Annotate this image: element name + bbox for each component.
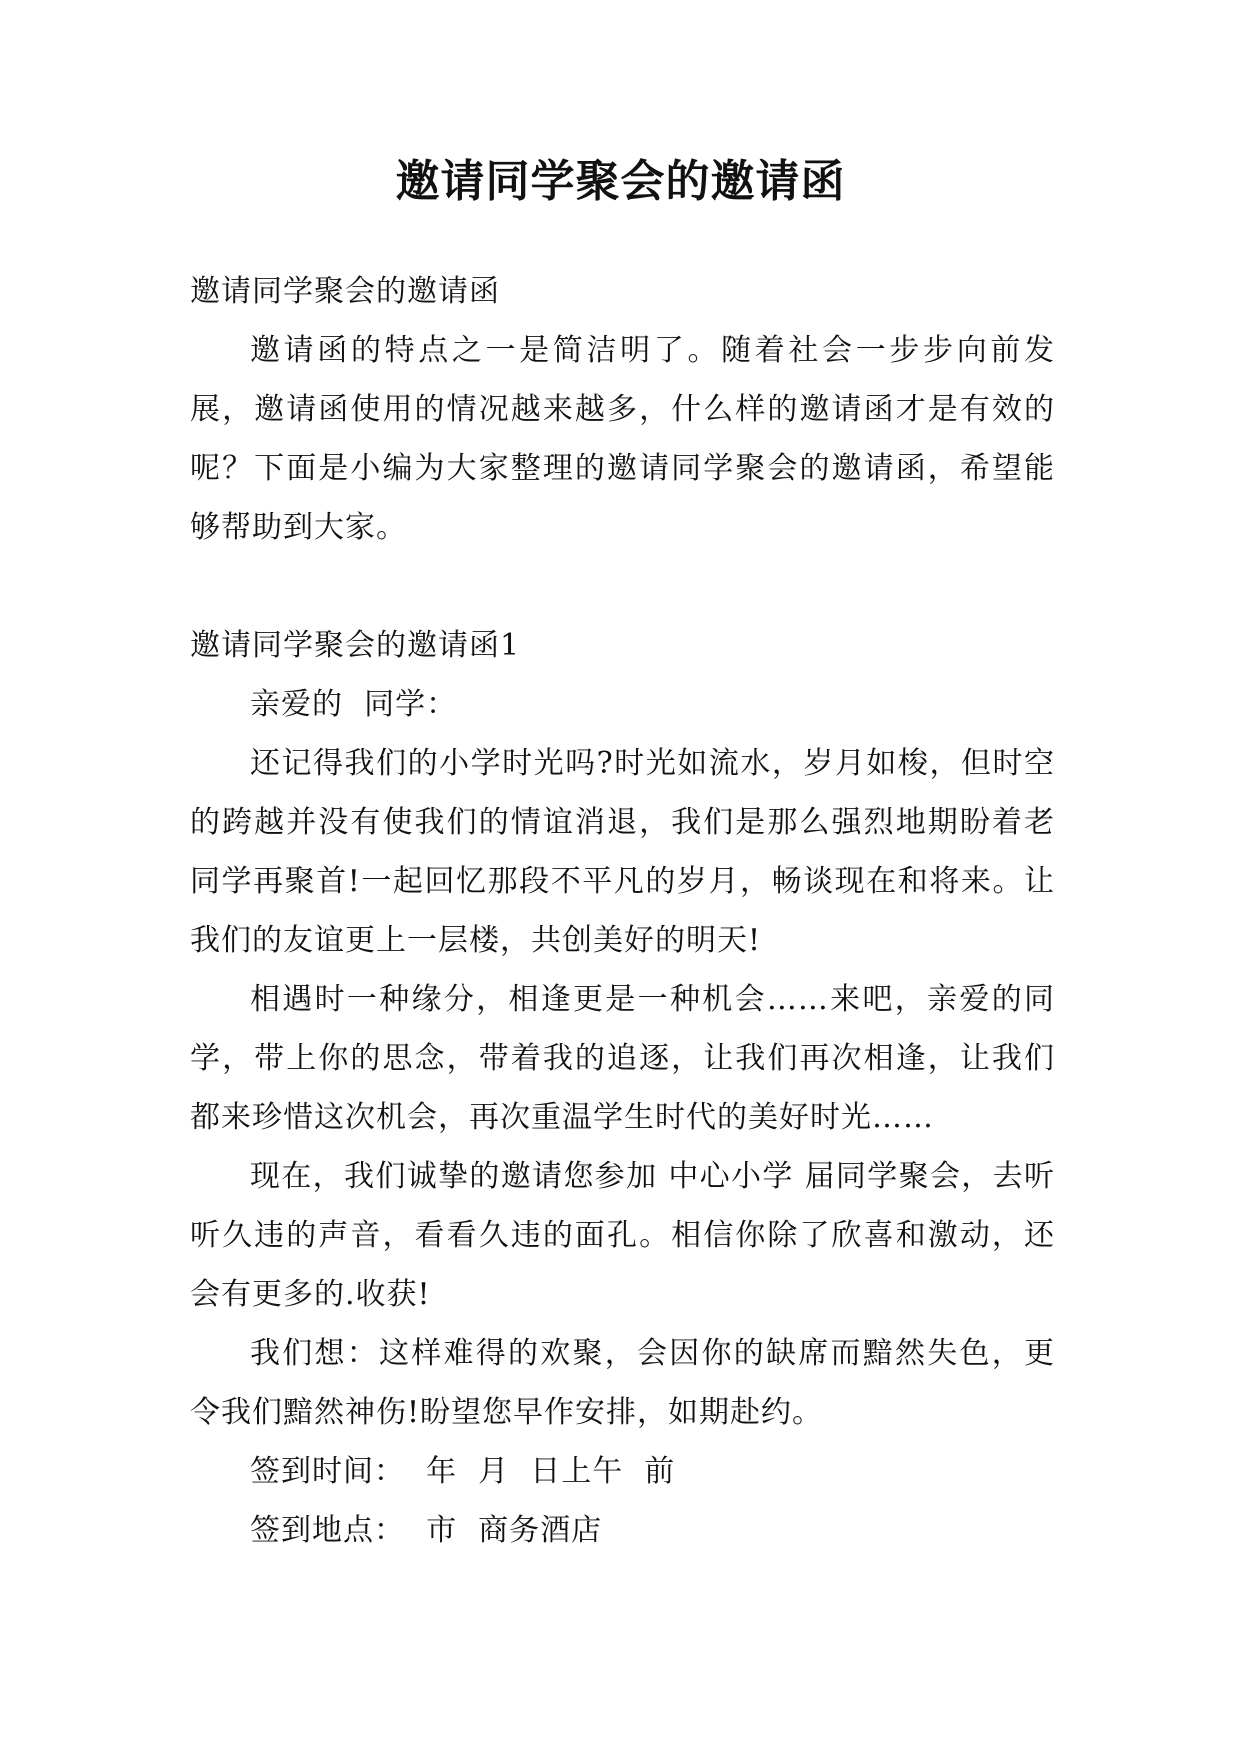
document-body xyxy=(190,262,1055,1560)
intro-paragraph: 邀请函的特点之一是简洁明了。随着社会一步步向前发展，邀请函使用的情况越来越多，什么样的邀请函才是有效的呢？下面是小编为大家整理的邀请同学聚会的邀请函，希望能够帮助到大家。 xyxy=(190,333,1055,545)
body-paragraph-2: 相遇时一种缘分，相逢更是一种机会……来吧，亲爱的同学，带上你的思念，带着我的追逐，让我们再次相逢，让我们都来珍惜这次机会，再次重温学生时代的美好时光…… xyxy=(190,982,1055,1135)
body-paragraph-4: 我们想：这样难得的欢聚，会因你的缺席而黯然失色，更令我们黯然神伤!盼望您早作安排，如期赴约。 xyxy=(190,1336,1055,1430)
section-heading: 邀请同学聚会的邀请函1 xyxy=(190,628,521,663)
section-spacer xyxy=(190,557,1055,616)
body-paragraph-3: 现在，我们诚挚的邀请您参加 中心小学 届同学聚会，去听听久违的声音，看看久违的面孔。相信你除了欣喜和激动，还会有更多的.收获! xyxy=(190,1159,1055,1312)
document-title: 邀请同学聚会的邀请函 xyxy=(395,156,846,207)
document-subtitle: 邀请同学聚会的邀请函 xyxy=(190,274,500,309)
sign-in-time: 签到时间： 年 月 日上午 前 xyxy=(250,1454,676,1489)
body-paragraph-1: 还记得我们的小学时光吗?时光如流水，岁月如梭，但时空的跨越并没有使我们的情谊消退，我们是那么强烈地期盼着老同学再聚首!一起回忆那段不平凡的岁月，畅谈现在和将来。让我们的友谊更上一层楼，共创美好的明天! xyxy=(190,746,1055,958)
sign-in-place: 签到地点： 市 商务酒店 xyxy=(250,1513,603,1548)
salutation: 亲爱的 同学： xyxy=(250,687,458,722)
